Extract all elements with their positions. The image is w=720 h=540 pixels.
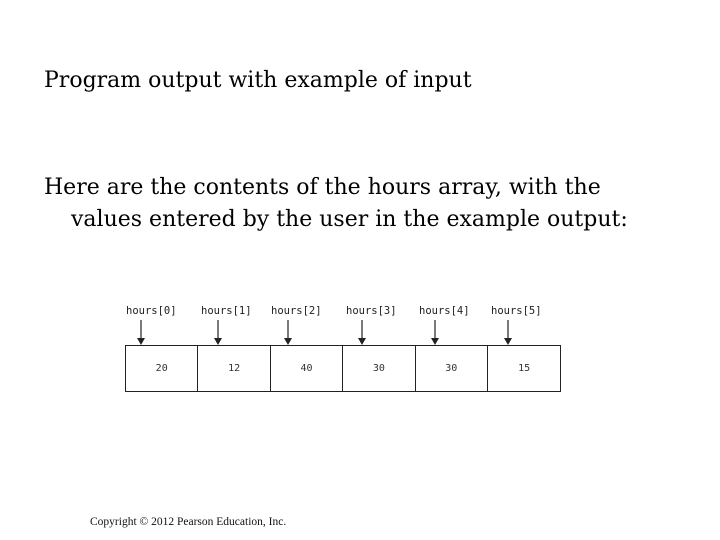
index-label-5: hours[5] (491, 305, 542, 317)
array-cells (125, 345, 561, 392)
index-label-4: hours[4] (419, 305, 470, 317)
arrow-down-icon (502, 320, 514, 346)
array-cell-0: 20 (126, 346, 198, 391)
array-cell-5: 15 (518, 363, 531, 374)
array-cell-1: 12 (198, 346, 270, 391)
arrow-down-icon (135, 320, 147, 346)
array-cell-4: 30 (416, 346, 488, 391)
arrow-down-icon (212, 320, 224, 346)
index-label-2: hours[2] (271, 305, 322, 317)
index-label-1: hours[1] (201, 305, 252, 317)
array-cell-2: 40 (271, 346, 343, 391)
copyright-notice: Copyright © 2012 Pearson Education, Inc. (90, 516, 287, 528)
index-label-3: hours[3] (346, 305, 397, 317)
arrow-down-icon (282, 320, 294, 346)
paragraph-line-2: values entered by the user in the example output: (71, 207, 628, 232)
arrow-down-icon (356, 320, 368, 346)
slide-heading: Program output with example of input (44, 68, 472, 93)
array-cell-3: 30 (343, 346, 415, 391)
paragraph-line-1: Here are the contents of the hours array, with the (44, 175, 601, 200)
hours-array-diagram (118, 300, 568, 400)
arrow-down-icon (429, 320, 441, 346)
index-label-0: hours[0] (126, 305, 177, 317)
slide-paragraph (44, 172, 684, 236)
